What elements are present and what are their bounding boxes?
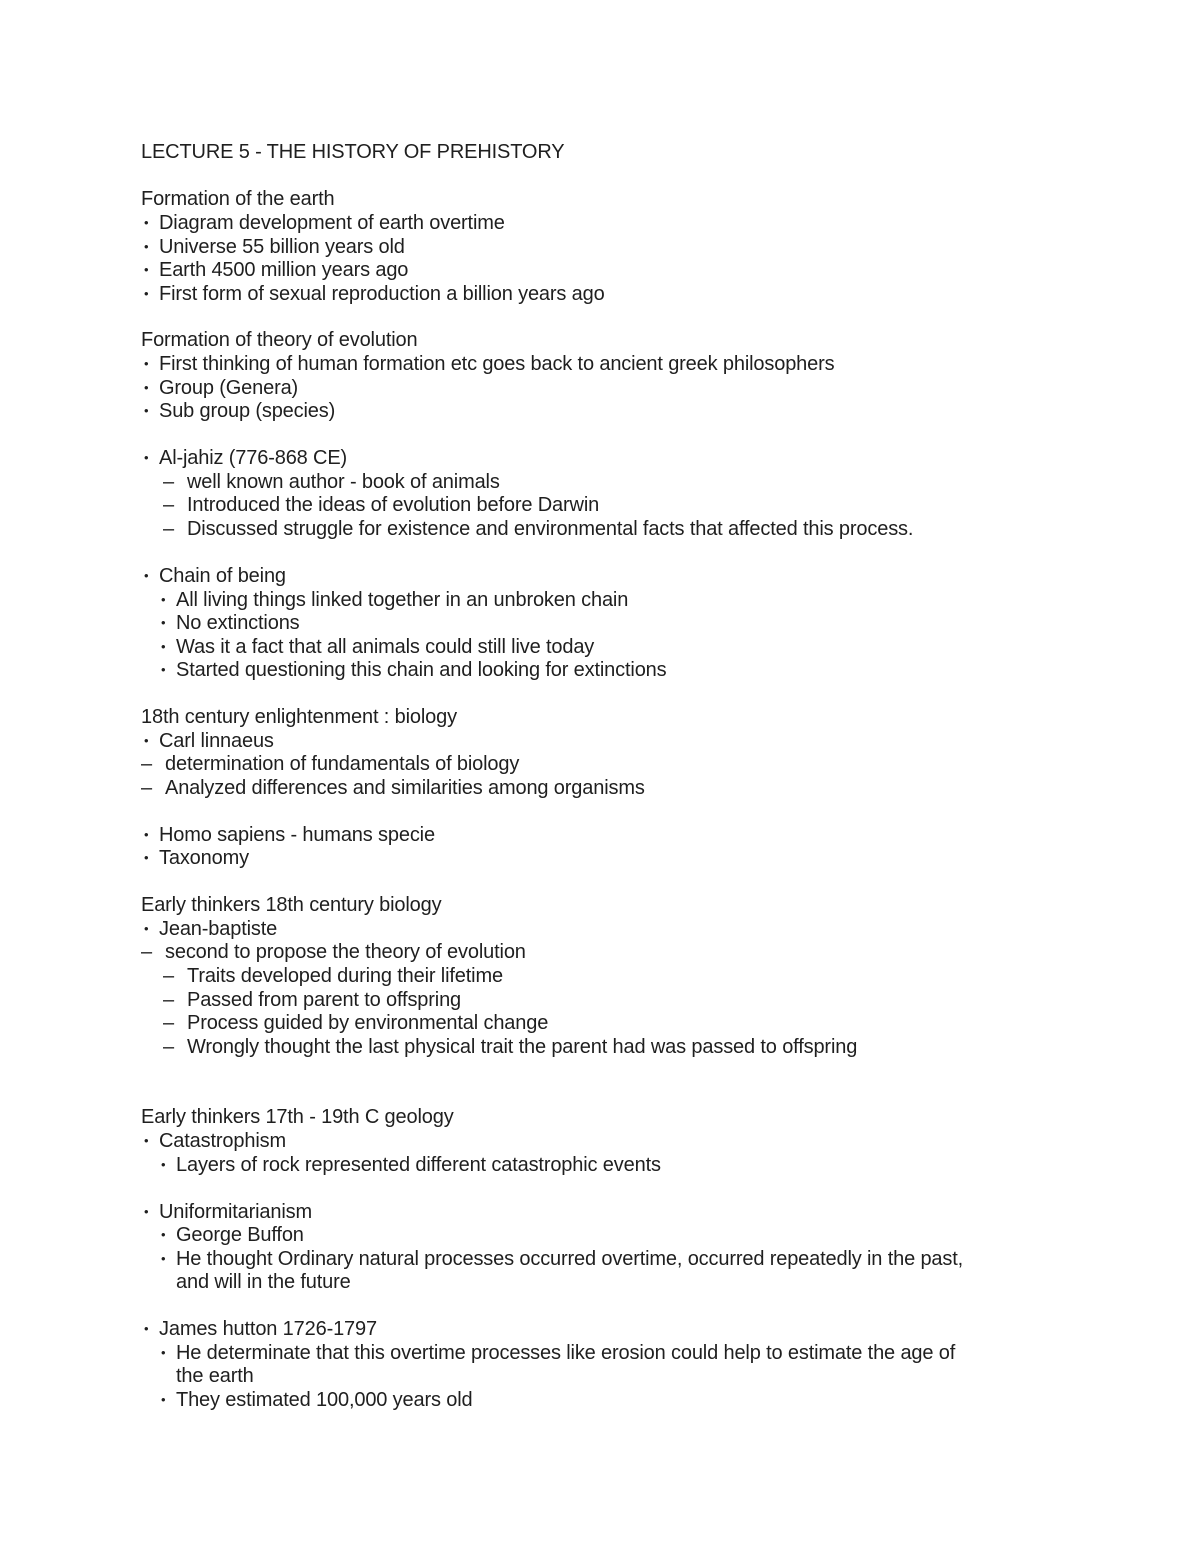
dash-marker: – xyxy=(163,1036,174,1058)
bullet-item xyxy=(0,352,1200,376)
bullet-marker: • xyxy=(144,215,149,230)
dash-item-text: well known author - book of animals xyxy=(187,471,500,493)
bullet-item-text: First form of sexual reproduction a billion years ago xyxy=(159,283,605,305)
bullet-item xyxy=(0,282,1200,306)
bullet-marker: • xyxy=(161,615,166,630)
dash-item-text: second to propose the theory of evolution xyxy=(165,941,526,963)
dash-item xyxy=(0,988,1200,1012)
bullet-item-text: Jean-baptiste xyxy=(159,918,278,940)
bullet-marker: • xyxy=(144,1321,149,1336)
bullet-marker: • xyxy=(161,1392,166,1407)
dash-item xyxy=(0,493,1200,517)
bullet-marker: • xyxy=(161,1157,166,1172)
dash-marker: – xyxy=(163,989,174,1011)
bullet-item-text: Uniformitarianism xyxy=(159,1201,313,1223)
dash-item xyxy=(0,517,1200,541)
bullet-item xyxy=(0,1341,1200,1365)
bullet-marker: • xyxy=(144,827,149,842)
bullet-marker: • xyxy=(144,403,149,418)
bullet-item-text: Layers of rock represented different catastrophic events xyxy=(176,1154,661,1176)
bullet-item xyxy=(0,235,1200,259)
bullet-item-text: Homo sapiens - humans specie xyxy=(159,824,435,846)
bullet-item-text: George Buffon xyxy=(176,1224,304,1246)
bullet-item xyxy=(0,211,1200,235)
bullet-item-text: Was it a fact that all animals could still live today xyxy=(176,636,595,658)
bullet-marker: • xyxy=(144,380,149,395)
bullet-item-text: Catastrophism xyxy=(159,1130,286,1152)
bullet-item xyxy=(0,729,1200,753)
bullet-item-text: Al-jahiz (776-868 CE) xyxy=(159,447,348,469)
section-heading-text: Early thinkers 18th century biology xyxy=(141,894,442,916)
dash-item-text: Passed from parent to offspring xyxy=(187,989,462,1011)
bullet-marker: • xyxy=(144,568,149,583)
dash-item xyxy=(0,940,1200,964)
bullet-item xyxy=(0,658,1200,682)
bullet-marker: • xyxy=(161,662,166,677)
bullet-item xyxy=(0,399,1200,423)
bullet-marker: • xyxy=(161,1345,166,1360)
dash-item-text: determination of fundamentals of biology xyxy=(165,753,520,775)
bullet-marker: • xyxy=(144,239,149,254)
continuation-line xyxy=(0,1270,1200,1294)
bullet-item-text: Earth 4500 million years ago xyxy=(159,259,409,281)
bullet-item-text: James hutton 1726-1797 xyxy=(159,1318,377,1340)
bullet-item xyxy=(0,635,1200,659)
dash-item xyxy=(0,1035,1200,1059)
dash-item xyxy=(0,470,1200,494)
section-heading-text: 18th century enlightenment : biology xyxy=(141,706,457,728)
bullet-item xyxy=(0,588,1200,612)
bullet-item xyxy=(0,1129,1200,1153)
bullet-item-text: Taxonomy xyxy=(159,847,249,869)
bullet-item-text: Chain of being xyxy=(159,565,286,587)
dash-item-text: Wrongly thought the last physical trait the parent had was passed to offspring xyxy=(187,1036,858,1058)
bullet-item xyxy=(0,917,1200,941)
section-heading xyxy=(0,1105,1200,1129)
bullet-item xyxy=(0,446,1200,470)
bullet-item-text: First thinking of human formation etc goes back to ancient greek philosophers xyxy=(159,353,835,375)
dash-item xyxy=(0,752,1200,776)
dash-item-text: Process guided by environmental change xyxy=(187,1012,549,1034)
bullet-marker: • xyxy=(144,450,149,465)
dash-marker: – xyxy=(163,965,174,987)
bullet-marker: • xyxy=(144,1204,149,1219)
section-heading xyxy=(0,187,1200,211)
bullet-item xyxy=(0,1153,1200,1177)
continuation-line xyxy=(0,1364,1200,1388)
bullet-item-text: No extinctions xyxy=(176,612,300,634)
bullet-item-text: They estimated 100,000 years old xyxy=(176,1389,473,1411)
bullet-marker: • xyxy=(144,850,149,865)
bullet-item-text: Sub group (species) xyxy=(159,400,336,422)
bullet-marker: • xyxy=(144,733,149,748)
bullet-marker: • xyxy=(161,592,166,607)
document-title-text: LECTURE 5 - THE HISTORY OF PREHISTORY xyxy=(141,141,565,163)
dash-marker: – xyxy=(141,753,152,775)
dash-item-text: Discussed struggle for existence and environmental facts that affected this process. xyxy=(187,518,914,540)
bullet-item xyxy=(0,1223,1200,1247)
dash-marker: – xyxy=(163,518,174,540)
section-heading xyxy=(0,328,1200,352)
bullet-item xyxy=(0,564,1200,588)
dash-item xyxy=(0,1011,1200,1035)
bullet-marker: • xyxy=(144,356,149,371)
bullet-item xyxy=(0,1200,1200,1224)
bullet-marker: • xyxy=(161,1227,166,1242)
bullet-item xyxy=(0,1247,1200,1271)
bullet-item xyxy=(0,846,1200,870)
bullet-item-text: He thought Ordinary natural processes occurred overtime, occurred repeatedly in the past, xyxy=(176,1248,964,1270)
bullet-item-text: Universe 55 billion years old xyxy=(159,236,405,258)
bullet-item xyxy=(0,258,1200,282)
section-heading xyxy=(0,705,1200,729)
bullet-item-text: Started questioning this chain and looking for extinctions xyxy=(176,659,667,681)
bullet-marker: • xyxy=(161,1251,166,1266)
dash-item xyxy=(0,776,1200,800)
section-heading-text: Formation of the earth xyxy=(141,188,335,210)
dash-item-text: Analyzed differences and similarities among organisms xyxy=(165,777,645,799)
section-heading xyxy=(0,893,1200,917)
dash-marker: – xyxy=(163,494,174,516)
bullet-item xyxy=(0,823,1200,847)
bullet-marker: • xyxy=(144,921,149,936)
bullet-item xyxy=(0,611,1200,635)
bullet-marker: • xyxy=(144,1133,149,1148)
continuation-line-text: and will in the future xyxy=(176,1271,351,1293)
bullet-item xyxy=(0,376,1200,400)
bullet-item xyxy=(0,1388,1200,1412)
dash-marker: – xyxy=(141,777,152,799)
dash-marker: – xyxy=(163,1012,174,1034)
continuation-line-text: the earth xyxy=(176,1365,254,1387)
dash-marker: – xyxy=(141,941,152,963)
dash-marker: – xyxy=(163,471,174,493)
dash-item-text: Introduced the ideas of evolution before Darwin xyxy=(187,494,600,516)
bullet-marker: • xyxy=(144,286,149,301)
bullet-item-text: Group (Genera) xyxy=(159,377,299,399)
section-heading-text: Formation of theory of evolution xyxy=(141,329,418,351)
bullet-marker: • xyxy=(144,262,149,277)
bullet-marker: • xyxy=(161,639,166,654)
bullet-item-text: Diagram development of earth overtime xyxy=(159,212,505,234)
document-title xyxy=(0,140,1200,164)
bullet-item-text: All living things linked together in an unbroken chain xyxy=(176,589,629,611)
dash-item xyxy=(0,964,1200,988)
dash-item-text: Traits developed during their lifetime xyxy=(187,965,503,987)
section-heading-text: Early thinkers 17th - 19th C geology xyxy=(141,1106,454,1128)
bullet-item-text: He determinate that this overtime processes like erosion could help to estimate the age of xyxy=(176,1342,956,1364)
bullet-item xyxy=(0,1317,1200,1341)
bullet-item-text: Carl linnaeus xyxy=(159,730,274,752)
